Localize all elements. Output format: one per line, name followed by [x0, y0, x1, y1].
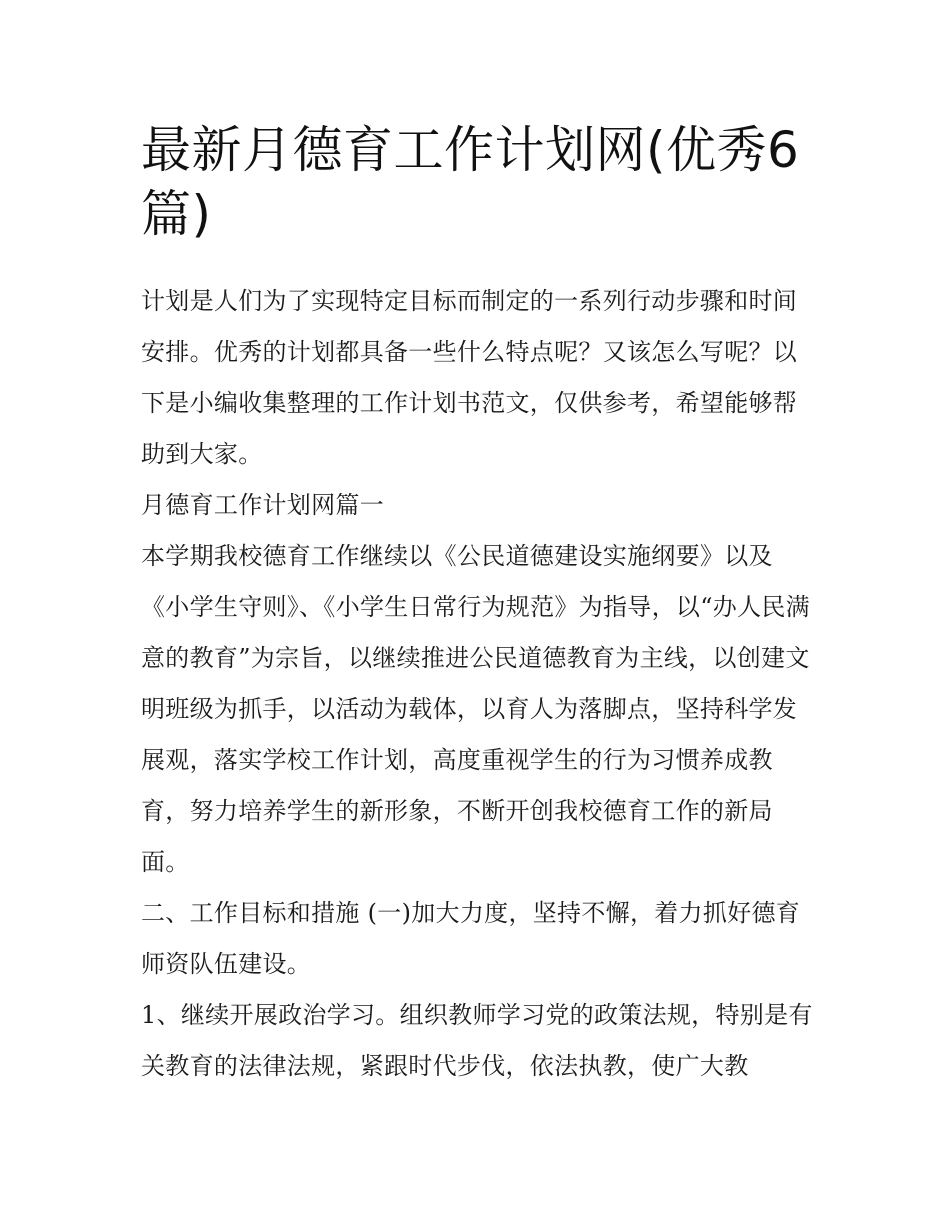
section-heading: 月德育工作计划网篇一: [141, 491, 384, 519]
document-body: [141, 118, 816, 1092]
goals-heading-paragraph: 二、工作目标和措施 (一)加大力度，坚持不懈，着力抓好德育师资队伍建设。: [141, 899, 801, 978]
list-item-paragraph: 1、继续开展政治学习。组织教师学习党的政策法规，特别是有关教育的法律法规，紧跟时代步伐，依法执教，使广大教: [141, 1001, 813, 1080]
document-title: 最新月德育工作计划网(优秀6篇): [141, 121, 800, 243]
body-paragraph: 本学期我校德育工作继续以《公民道德建设实施纲要》以及《小学生守则》、《小学生日常行为规范》为指导，以“办人民满意的教育”为宗旨，以继续推进公民道德教育为主线，以创建文明班级为抓手，以活动为载体，以育人为落脚点，坚持科学发展观，落实学校工作计划，高度重视学生的行为习惯养成教育，努力培养学生的新形象，不断开创我校德育工作的新局面。: [141, 542, 810, 876]
intro-paragraph: 计划是人们为了实现特定目标而制定的一系列行动步骤和时间安排。优秀的计划都具备一些什么特点呢？又该怎么写呢？以下是小编收集整理的工作计划书范文，仅供参考，希望能够帮助到大家。: [141, 287, 798, 468]
